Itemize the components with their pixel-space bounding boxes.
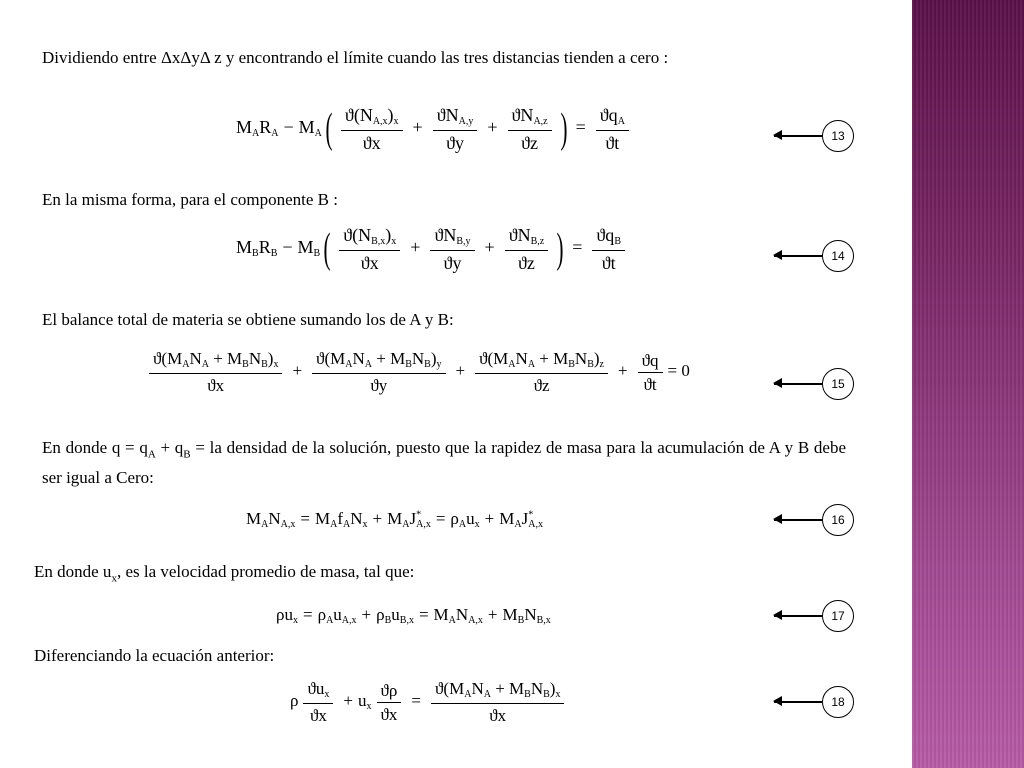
paragraph-limit: Dividiendo entre ΔxΔyΔ z y encontrando el límite cuando las tres distancias tienden a cero : bbox=[42, 48, 669, 67]
equation-number-17 bbox=[774, 600, 854, 632]
equation-15: $\frac{ϑ(M_AN_A + M_BN_B)_x}{ϑx}$ + $\frac{ϑ(M_AN_A + M_BN_B)_y}{ϑy}$ + $\frac{ϑ(M_AN_A + M_BN_B)_z}{ϑz}$ + $\frac{ϑq}{ϑt}$ = 0 bbox=[144, 350, 690, 394]
equation-badge: 18 bbox=[822, 686, 854, 718]
equation-badge: 16 bbox=[822, 504, 854, 536]
equation-badge: 13 bbox=[822, 120, 854, 152]
equation-14: $M_BR_B - M_B$( $\frac{ϑ(N_{B,x})_x}{ϑx}$ + $\frac{ϑN_{B,y}}{ϑy}$ + $\frac{ϑN_{B,z}}{ϑz}$ ) = $\frac{ϑq_B}{ϑt}$ bbox=[236, 226, 630, 272]
paragraph-component-b: En la misma forma, para el componente B : bbox=[42, 190, 338, 209]
arrow-left-icon bbox=[774, 615, 822, 617]
equation-number-15 bbox=[774, 368, 854, 400]
equation-badge: 17 bbox=[822, 600, 854, 632]
arrow-left-icon bbox=[774, 383, 822, 385]
decorative-sidebar bbox=[912, 0, 1024, 768]
equation-number-13 bbox=[774, 120, 854, 152]
equation-badge: 15 bbox=[822, 368, 854, 400]
equation-number-14 bbox=[774, 240, 854, 272]
paragraph-density: En donde $q = q_A + q_B$ = la densidad de la solución, puesto que la rapidez de masa para la acumulación de A y B debe ser igual a Cero: bbox=[42, 438, 847, 488]
paragraph-total-balance: El balance total de materia se obtiene sumando los de A y B: bbox=[42, 310, 454, 329]
paragraph-differentiate: Diferenciando la ecuación anterior: bbox=[34, 646, 275, 665]
equation-13: $M_AR_A - M_A$( $\frac{ϑ(N_{A,x})_x}{ϑx}$ + $\frac{ϑN_{A,y}}{ϑy}$ + $\frac{ϑN_{A,z}}{ϑz}$ ) = $\frac{ϑq_A}{ϑt}$ bbox=[236, 106, 634, 152]
arrow-left-icon bbox=[774, 519, 822, 521]
equation-badge: 14 bbox=[822, 240, 854, 272]
arrow-left-icon bbox=[774, 255, 822, 257]
equation-number-18 bbox=[774, 686, 854, 718]
equation-17: $\rho u_x = \rho_Au_{A,x} + \rho_Bu_{B,x} = M_AN_{A,x} + M_BN_{B,x}$ bbox=[276, 605, 551, 626]
equation-18: ρ $\frac{ϑu_x}{ϑx}$ + $u_x$ $\frac{ϑ\rho}{ϑx}$ = $\frac{ϑ(M_AN_A + M_BN_B)_x}{ϑx}$ bbox=[290, 680, 569, 724]
arrow-left-icon bbox=[774, 701, 822, 703]
equation-number-16 bbox=[774, 504, 854, 536]
equation-16: $M_AN_{A,x} = M_Af_AN_x + M_AJ^*_{A,x} = \rho_Au_x + M_AJ^*_{A,x}$ bbox=[246, 509, 543, 530]
paragraph-mass-velocity: En donde $u_x$, es la velocidad promedio de masa, tal que: bbox=[34, 562, 415, 585]
arrow-left-icon bbox=[774, 135, 822, 137]
